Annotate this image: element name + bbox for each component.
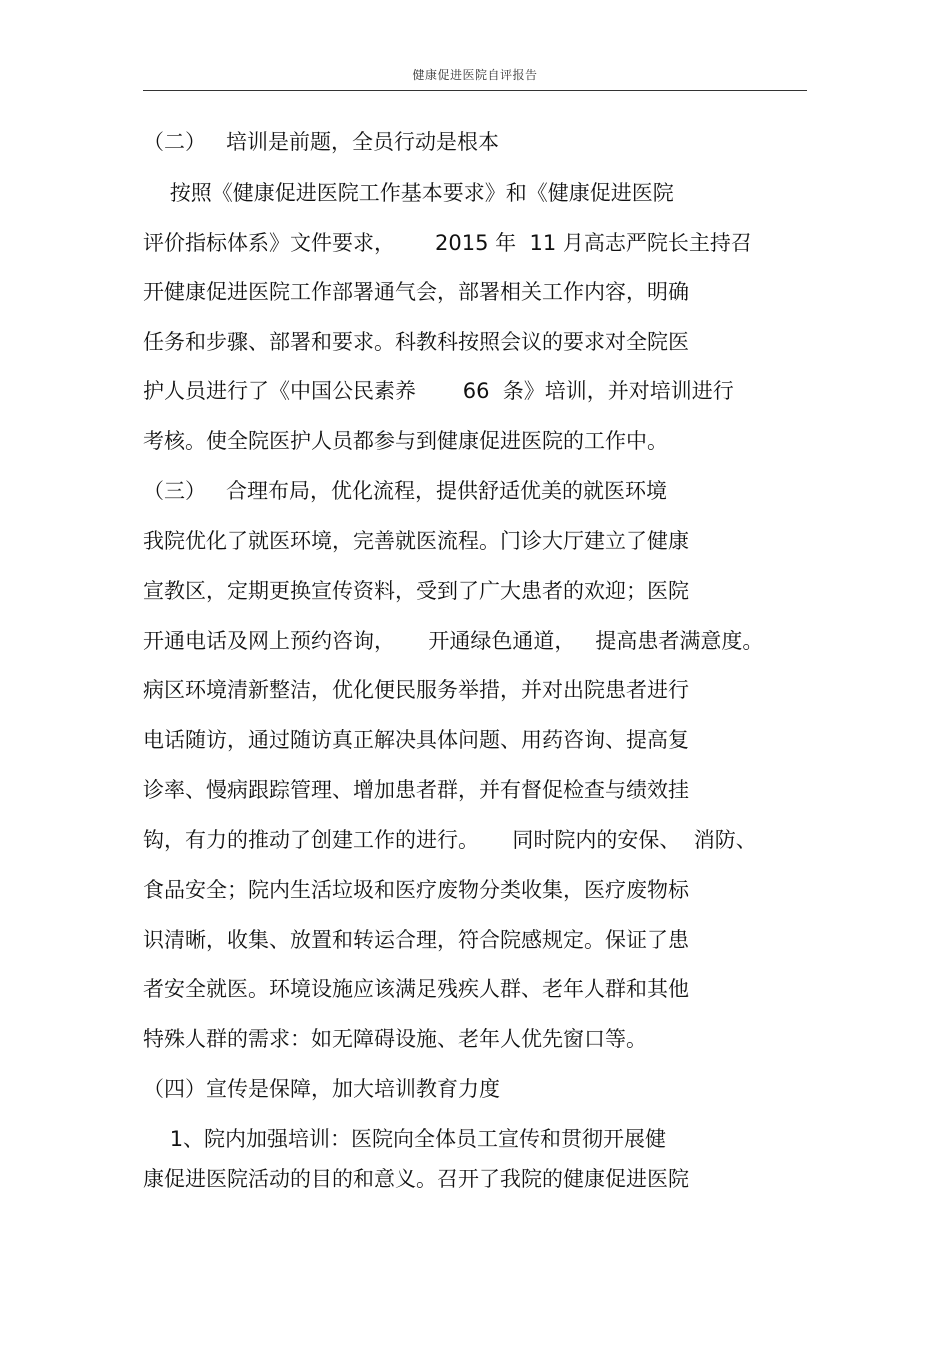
paragraph-line: 护人员进行了《中国公民素养 66 条》培训，并对培训进行 [143,379,734,403]
section-heading-2: （二） 培训是前题，全员行动是根本 [143,130,500,154]
paragraph-line: 食品安全；院内生活垃圾和医疗废物分类收集，医疗废物标 [143,878,689,902]
section-heading-4: （四）宣传是保障，加大培训教育力度 [143,1077,500,1101]
paragraph-line: 电话随访，通过随访真正解决具体问题、用药咨询、提高复 [143,728,689,752]
paragraph-line: 按照《健康促进医院工作基本要求》和《健康促进医院 [143,181,674,205]
paragraph-line: 钩，有力的推动了创建工作的进行。 同时院内的安保、 消防、 [143,828,757,852]
paragraph-line: 病区环境清新整洁，优化便民服务举措，并对出院患者进行 [143,678,689,702]
paragraph-line: 开健康促进医院工作部署通气会，部署相关工作内容，明确 [143,280,689,304]
paragraph-line: 我院优化了就医环境，完善就医流程。门诊大厅建立了健康 [143,529,689,553]
paragraph-line: 识清晰，收集、放置和转运合理，符合院感规定。保证了患 [143,928,689,952]
paragraph-line: 考核。使全院医护人员都参与到健康促进医院的工作中。 [143,429,668,453]
paragraph-line: 评价指标体系》文件要求， 2015 年 11 月高志严院长主持召 [143,231,752,255]
paragraph-line: 任务和步骤、部署和要求。科教科按照会议的要求对全院医 [143,330,689,354]
paragraph-line: 特殊人群的需求：如无障碍设施、老年人优先窗口等。 [143,1027,647,1051]
paragraph-line: 康促进医院活动的目的和意义。召开了我院的健康促进医院 [143,1167,689,1191]
paragraph-line: 诊率、慢病跟踪管理、增加患者群，并有督促检查与绩效挂 [143,778,689,802]
paragraph-line: 1、院内加强培训：医院向全体员工宣传和贯彻开展健 [143,1127,667,1151]
running-header: 健康促进医院自评报告 [412,68,538,82]
header-divider [143,90,807,91]
paragraph-line: 者安全就医。环境设施应该满足残疾人群、老年人群和其他 [143,977,689,1001]
paragraph-line: 宣教区，定期更换宣传资料，受到了广大患者的欢迎；医院 [143,579,689,603]
section-heading-3: （三） 合理布局，优化流程，提供舒适优美的就医环境 [143,479,668,503]
paragraph-line: 开通电话及网上预约咨询， 开通绿色通道， 提高患者满意度。 [143,629,764,653]
